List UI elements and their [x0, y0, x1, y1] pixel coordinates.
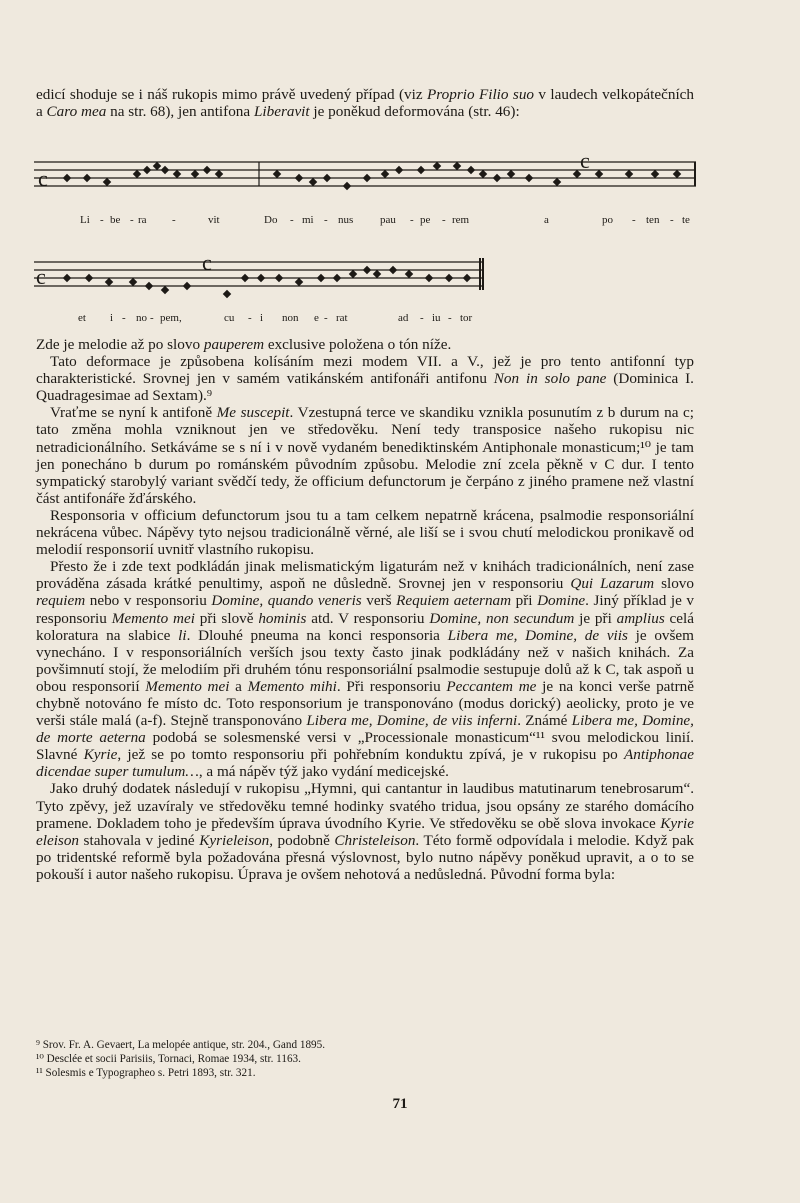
lyric-syllable: - [172, 214, 176, 226]
body-paragraph: Tato deformace je způsobena kolísáním mezi modem VII. a V., jež je pro tento antifonní typ charakteristické. Srovnej jen v samém vatikánském antifonáři antifonu Non in solo pane (Dominica I. Quadragesimae ad Sextam).⁹ [36, 353, 694, 405]
music-staff-2 [34, 254, 494, 328]
lyric-syllable: mi [302, 214, 314, 226]
lyric-syllable: i [110, 312, 114, 324]
lyric-syllable: a [544, 214, 549, 226]
body-paragraph: Vraťme se nyní k antifoně Me suscepit. Vzestupná terce ve skandiku vznikla posunutím z b durum na c; tato změna mohla vzniknout jen ve středověku. Není tedy transposice našeho rukopisu nic netradicionálního. Setkáváme se s ní i v nově vydaném benediktinském Antiphonale monasticum;¹⁰ je tam jen ponecháno b durum po románském původním způsobu. Melodie zní zcela pěkně v C dur. I tento sympatický starobylý variant svědčí tedy, že officium defunctorum je čerpáno z jiného pramene než vlastní část antifonáře žďárského. [36, 404, 694, 507]
lyric-syllable: Li [80, 214, 90, 226]
staff-lines-2 [34, 254, 494, 300]
body-paragraph: Přesto že i zde text podkládán jinak melismatickým ligaturám než v knihách tradicionálních, není zase prováděna zásada krátké penultimy, aspoň ne důsledně. Srovnej jen v responsoriu Qui Lazarum slovo requiem nebo v responsoriu Domine, quando veneris verš Requiem aeternam při Domine. Jiný příklad je v responsoriu Memento mei při slově hominis atd. V responsoriu Domine, non secundum je při amplius celá koloratura na slabice li. Dlouhé pneuma na konci responsoria Libera me, Domine, de viis je ovšem vynecháno. I v responsoriálních verších jsou texty často jinak podkládány než v našich knihách. Za povšimnutí stojí, že melodiím při druhém tónu responsoriální psalmodie sestupuje dolů až k C, tak aspoň u obou responsorií Memento mei a Memento mihi. Při responsoriu Peccantem me je na konci verše patrně chybně notováno fe místo dc. Toto responsorium je transponováno (modus dorický) aeolicky, proto je ve verši stále malá (a-f). Stejně transponováno Libera me, Domine, de viis inferni. Známé Libera me, Domine, de morte aeterna podobá se solesmenské versi v „Processionale monasticum“¹¹ svou melodickou linií. Slavné Kyrie, jež se po tomto responsoriu při pohřebním konduktu zpívá, je v rukopisu po Antiphonae dicendae super tumulum…, a má nápěv týž jako vydání medicejské. [36, 558, 695, 781]
lyric-syllable: e [314, 312, 319, 324]
body-paragraph: Zde je melodie až po slovo pauperem exclusive položena o tón níže. [36, 336, 452, 353]
footnote-11: ¹¹ Solesmis e Typographeo s. Petri 1893, str. 321. [36, 1067, 256, 1079]
footnote-10: ¹⁰ Desclée et socii Parisiis, Tornaci, Romae 1934, str. 1163. [36, 1053, 301, 1065]
body-text [36, 336, 694, 883]
intro-paragraph: edicí shoduje se i náš rukopis mimo právě uvedený případ (viz Proprio Filio suo v laudech velkopátečních a Caro mea na str. 68), jen antifona Liberavit je poněkud deformována (str. 46): [36, 86, 694, 121]
lyric-syllable: pem, [160, 312, 182, 324]
lyric-syllable: - [670, 214, 674, 226]
lyric-syllable: te [682, 214, 690, 226]
lyric-syllable: iu [432, 312, 441, 324]
svg-text:c: c [36, 264, 46, 289]
lyric-syllable: rem [452, 214, 470, 226]
body-paragraph: Responsoria v officium defunctorum jsou tu a tam celkem nepatrně krácena, psalmodie responsoriální nekrácena vůbec. Nápěvy tyto nejsou tradicionálně věrné, ale liší se i svou chutí melodickou pronikavě od melodií responsorií uvnitř vlastního rukopisu. [36, 506, 694, 559]
lyric-syllable: - [324, 214, 328, 226]
svg-text:c: c [580, 156, 590, 173]
lyric-syllable: - [410, 214, 414, 226]
lyric-syllable: - [150, 312, 154, 324]
lyric-syllable: no [136, 312, 147, 324]
lyric-syllable: - [100, 214, 104, 226]
lyric-syllable: rat [336, 312, 348, 324]
lyric-syllable: - [130, 214, 134, 226]
lyric-syllable: et [78, 312, 86, 324]
lyric-syllable: nus [338, 214, 354, 226]
lyric-syllable: pau [380, 214, 396, 226]
lyric-syllable: i [260, 312, 264, 324]
lyric-syllable: - [632, 214, 636, 226]
lyric-syllable: - [122, 312, 126, 324]
lyric-syllable: ad [398, 312, 409, 324]
lyric-syllable: - [248, 312, 252, 324]
lyric-syllable: cu [224, 312, 235, 324]
lyric-syllable: - [448, 312, 452, 324]
lyric-syllable: be [110, 214, 121, 226]
music-staff-1 [34, 156, 698, 232]
lyric-syllable: ten [646, 214, 660, 226]
lyric-syllable: po [602, 214, 613, 226]
page-number: 71 [392, 1096, 408, 1112]
lyric-syllable: ra [138, 214, 147, 226]
lyric-syllable: vit [208, 214, 220, 226]
svg-text:c: c [202, 254, 212, 275]
lyric-syllable: - [324, 312, 328, 324]
lyric-syllable: - [420, 312, 424, 324]
lyric-syllable: Do [264, 214, 278, 226]
staff-lines-1 [34, 156, 698, 196]
body-paragraph: Jako druhý dodatek následují v rukopisu „Hymni, qui cantantur in laudibus matutinarum tenebrosarum“. Tyto zpěvy, jež uzavíraly ve středověku temné hodinky svatého tridua, jsou opsány ze starého domácího pramene. Dokladem toho je především úprava úvodního Kyrie. Ve středověku se obě slova invokace Kyrie eleison stahovala v jediné Kyrieleison, podobně Christeleison. Této formě odpovídala i melodie. Když pak po tridentské reformě byla požadována přesná výslovnost, bylo nutno nápěvy poněkud upravit, a o to se pokouší i autor našeho rukopisu. Úprava je ovšem nehotová a nedůsledná. Původní forma byla: [36, 780, 694, 883]
lyric-syllable: - [442, 214, 446, 226]
lyric-syllable: pe [420, 214, 431, 226]
lyric-syllable: non [282, 312, 299, 324]
svg-text:c: c [38, 166, 48, 191]
lyric-syllable: tor [460, 312, 473, 324]
footnotes [36, 1038, 686, 1080]
footnote-9: ⁹ Srov. Fr. A. Gevaert, La melopée antique, str. 204., Gand 1895. [36, 1039, 326, 1051]
lyric-syllable: - [290, 214, 294, 226]
